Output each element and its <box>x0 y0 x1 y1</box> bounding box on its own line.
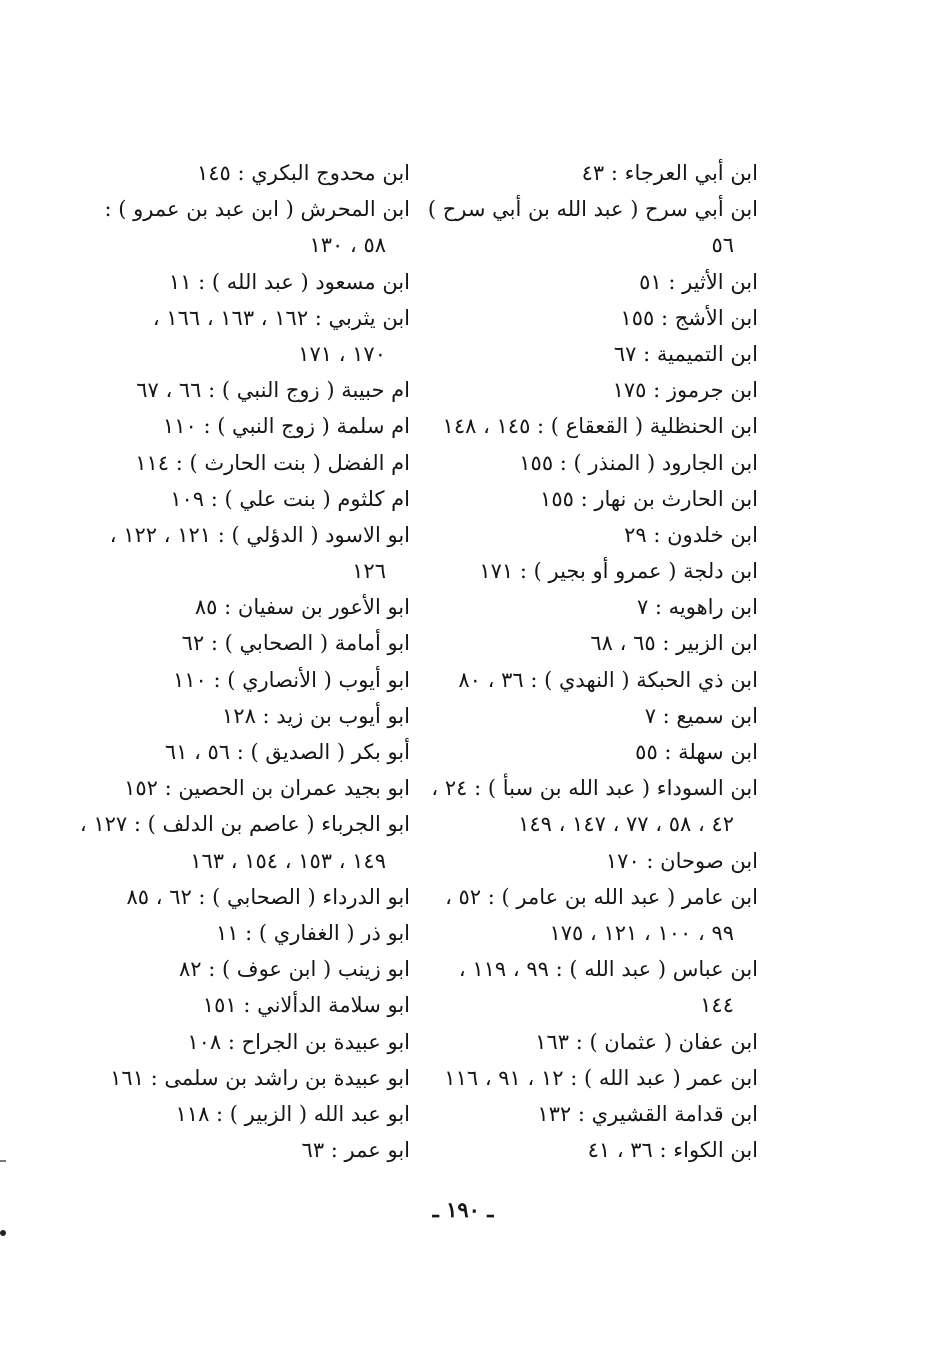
index-entry: ابو عبيدة بن الجراح : ١٠٨ <box>187 1029 410 1054</box>
index-entry: ابن سميع : ٧ <box>644 703 758 728</box>
index-entry: ابو زينب ( ابن عوف ) : ٨٢ <box>178 957 410 982</box>
index-entry: ابن قدامة القشيري : ١٣٢ <box>537 1101 758 1126</box>
index-entry: ابن عفان ( عثمان ) : ١٦٣ <box>535 1029 758 1054</box>
index-entry: ابن عامر ( عبد الله بن عامر ) : ٥٢ ، <box>445 884 758 909</box>
index-entry: ابن خلدون : ٢٩ <box>624 522 758 547</box>
index-entry: ابو أمامة ( الصحابي ) : ٦٢ <box>181 631 410 656</box>
index-entry: ابو الاسود ( الدؤلي ) : ١٢١ ، ١٢٢ ، <box>109 522 410 547</box>
index-entry-continuation: ١٤٩ ، ١٥٣ ، ١٥٤ ، ١٦٣ <box>190 848 386 873</box>
index-entry: ابو الدرداء ( الصحابي ) : ٦٢ ، ٨٥ <box>126 884 410 909</box>
index-column-left <box>79 155 410 1168</box>
index-entry: ابن عمر ( عبد الله ) : ١٢ ، ٩١ ، ١١٦ <box>444 1065 758 1090</box>
index-entry-continuation: ٩٩ ، ١٠٠ ، ١٢١ ، ١٧٥ <box>549 920 734 945</box>
index-entry: ام حبيبة ( زوج النبي ) : ٦٦ ، ٦٧ <box>136 378 410 403</box>
index-entry: ام الفضل ( بنت الحارث ) : ١١٤ <box>135 450 410 475</box>
index-entry: ابن سهلة : ٥٥ <box>635 740 758 764</box>
index-entry: ابن الكواء : ٣٦ ، ٤١ <box>587 1138 758 1163</box>
index-entry-continuation: ٤٢ ، ٥٨ ، ٧٧ ، ١٤٧ ، ١٤٩ <box>518 812 734 837</box>
index-entry: أبو بكر ( الصديق ) : ٥٦ ، ٦١ <box>164 740 410 764</box>
index-entry: ابو أيوب بن زيد : ١٢٨ <box>222 703 410 728</box>
index-entry-continuation: ٥٦ <box>711 233 734 258</box>
index-column-right <box>427 155 758 1168</box>
index-entry: ابن الأثير : ٥١ <box>639 269 758 294</box>
index-entry: ابن يثربي : ١٦٢ ، ١٦٣ ، ١٦٦ ، <box>152 305 410 330</box>
index-entry: ابن راهويه : ٧ <box>636 595 758 620</box>
index-entry: ابن الحنظلية ( القعقاع ) : ١٤٥ ، ١٤٨ <box>442 414 758 439</box>
index-entry: ابن الزبير : ٦٥ ، ٦٨ <box>590 631 758 656</box>
index-entry: ابو الجرباء ( عاصم بن الدلف ) : ١٢٧ ، <box>79 812 410 837</box>
index-entry: ابن المحرش ( ابن عبد بن عمرو ) : <box>104 197 410 222</box>
index-entry: ابن الجارود ( المنذر ) : ١٥٥ <box>519 450 758 475</box>
index-entry-continuation: ١٤٤ <box>700 993 734 1018</box>
index-entry: ابن التميمية : ٦٧ <box>613 341 758 366</box>
scan-edge-mark <box>0 1160 6 1162</box>
index-entry: ابن عباس ( عبد الله ) : ٩٩ ، ١١٩ ، <box>458 957 758 982</box>
index-entry: ابن مسعود ( عبد الله ) : ١١ <box>168 269 410 294</box>
index-entry: ابو سلامة الدألاني : ١٥١ <box>202 993 410 1018</box>
index-entry: ابو أيوب ( الأنصاري ) : ١١٠ <box>172 667 410 692</box>
index-entry-continuation: ٥٨ ، ١٣٠ <box>309 233 386 258</box>
page-number: ـ ١٩٠ ـ <box>432 1197 494 1222</box>
index-entry-continuation: ١٧٠ ، ١٧١ <box>298 341 386 366</box>
index-entry: ابن ذي الحبكة ( النهدي ) : ٣٦ ، ٨٠ <box>458 667 758 692</box>
index-entry: ابن السوداء ( عبد الله بن سبأ ) : ٢٤ ، <box>431 776 758 801</box>
index-entry: ابن صوحان : ١٧٠ <box>605 848 758 873</box>
index-entry: ابن أبي العرجاء : ٤٣ <box>581 161 758 185</box>
index-entry: ابو ذر ( الغفاري ) : ١١ <box>215 920 410 945</box>
index-entry: ابو عمر : ٦٣ <box>301 1138 410 1163</box>
index-entry: ام سلمة ( زوج النبي ) : ١١٠ <box>162 414 410 439</box>
index-entry: ابو عبيدة بن راشد بن سلمى : ١٦١ <box>110 1065 410 1090</box>
index-entry: ابو بجيد عمران بن الحصين : ١٥٢ <box>124 776 410 801</box>
index-entry: ابن الأشج : ١٥٥ <box>620 305 758 330</box>
index-entry: ابن أبي سرح ( عبد الله بن أبي سرح ) <box>427 197 758 222</box>
index-entry: ابن الحارث بن نهار : ١٥٥ <box>540 486 758 511</box>
index-entry: ابن دلجة ( عمرو أو بجير ) : ١٧١ <box>479 559 758 584</box>
index-entry: ابن محدوج البكري : ١٤٥ <box>197 161 410 185</box>
index-entry-continuation: ١٢٦ <box>352 559 386 584</box>
index-entry: ام كلثوم ( بنت علي ) : ١٠٩ <box>170 486 410 511</box>
index-entry: ابن جرموز : ١٧٥ <box>612 378 758 403</box>
index-entry: ابو الأعور بن سفيان : ٨٥ <box>194 595 410 620</box>
scan-edge-dot <box>0 1230 6 1236</box>
index-entry: ابو عبد الله ( الزبير ) : ١١٨ <box>175 1101 410 1126</box>
